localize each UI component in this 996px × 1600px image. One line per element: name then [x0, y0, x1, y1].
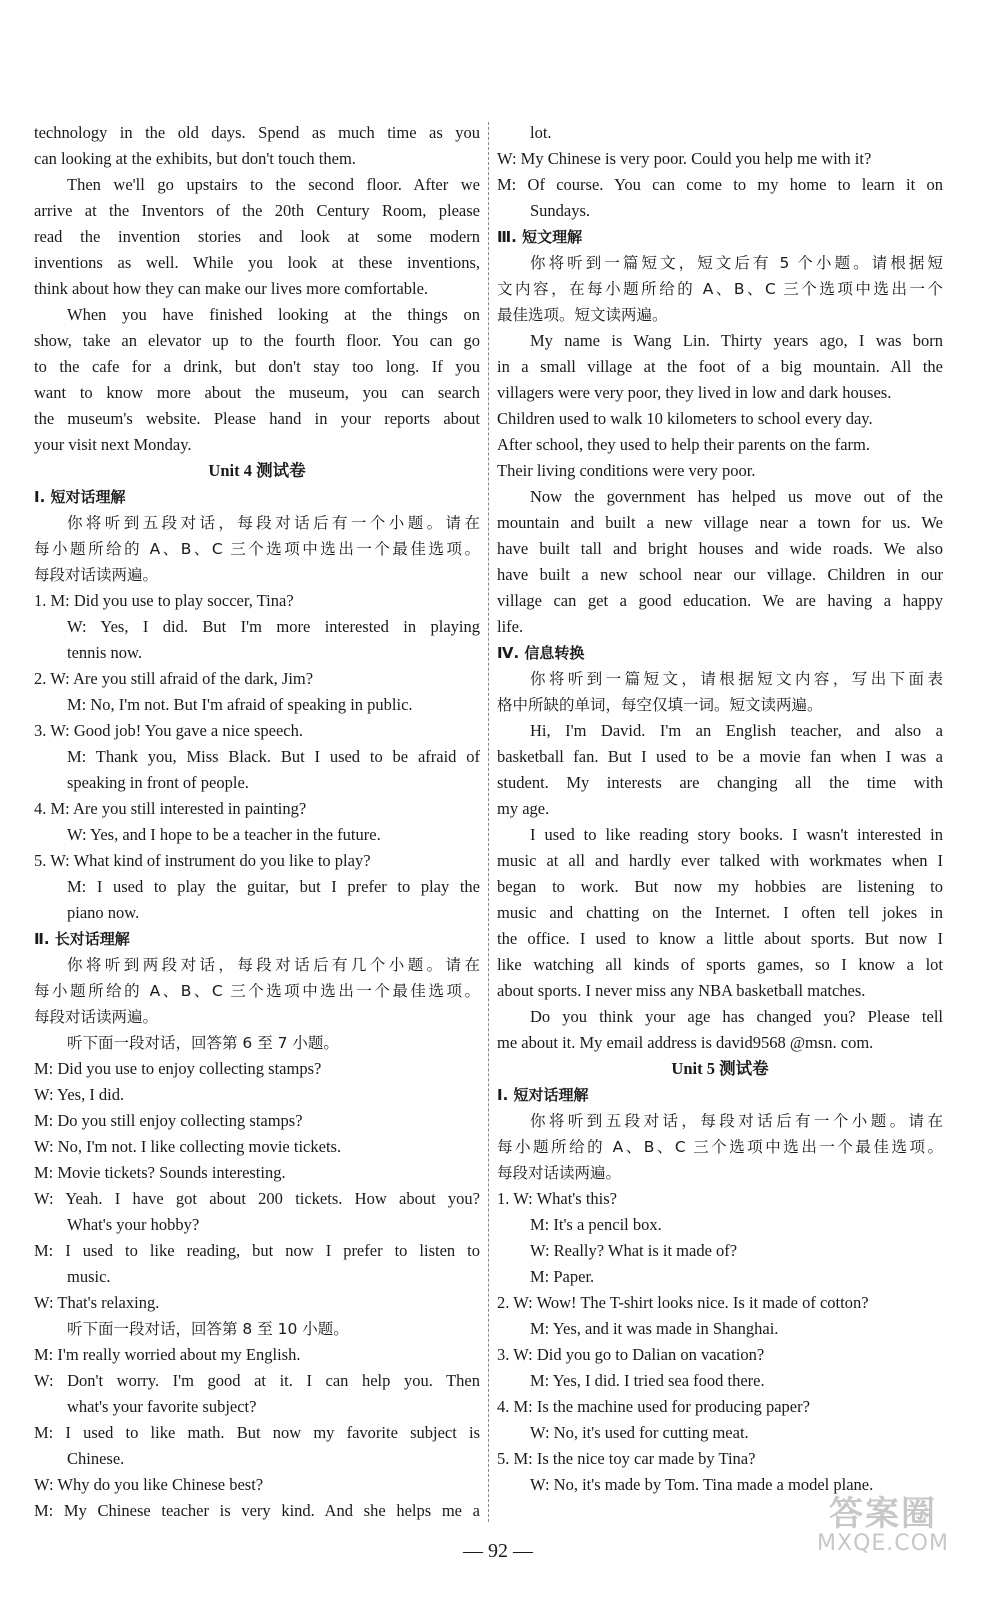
watermark-top: 答案圈	[829, 1494, 937, 1534]
right-column-line: 你将听到五段对话，每段对话后有一个小题。请在	[530, 1112, 943, 1130]
right-column-line: 1. W: What's this?	[497, 1189, 617, 1208]
right-column-line: W: No, it's made by Tom. Tina made a model plane.	[530, 1475, 874, 1494]
right-column-line: My name is Wang Lin. Thirty years ago, I was born	[530, 331, 943, 350]
right-column-line: 格中所缺的单词，每空仅填一词。短文读两遍。	[497, 696, 823, 714]
right-column-line: Ⅲ. 短文理解	[497, 228, 583, 246]
right-column-line: villagers were very poor, they lived in low and dark houses.	[497, 383, 892, 402]
right-column-line: lot.	[530, 123, 552, 142]
left-column-line: can looking at the exhibits, but don't touch them.	[34, 149, 356, 168]
left-column-line: your visit next Monday.	[34, 435, 192, 454]
left-column-line: W: Yes, and I hope to be a teacher in the future.	[67, 825, 381, 844]
right-column-line: M: Paper.	[530, 1267, 595, 1286]
left-column-line: M: Did you use to enjoy collecting stamps?	[34, 1059, 322, 1078]
right-column-line: 文内容，在每小题所给的 A、B、C 三个选项中选出一个	[497, 280, 943, 298]
right-column-line: Ⅰ. 短对话理解	[497, 1086, 589, 1104]
left-column-line: piano now.	[67, 903, 140, 922]
right-column-line: have built a new school near our village. Children in our	[497, 565, 943, 584]
right-column-line: Ⅳ. 信息转换	[497, 644, 585, 662]
left-column-line: think about how they can make our lives more comfortable.	[34, 279, 429, 298]
right-column-line: 你将听到一篇短文，短文后有 5 个小题。请根据短	[530, 254, 943, 272]
right-column-line: Sundays.	[530, 201, 591, 220]
left-column-line: tennis now.	[67, 643, 143, 662]
right-column-line: have built tall and bright houses and wide roads. We also	[497, 539, 943, 558]
right-column-line: 每小题所给的 A、B、C 三个选项中选出一个最佳选项。	[497, 1138, 943, 1156]
left-column-line: to the cafe for a drink, but don't stay too long. If you	[34, 357, 480, 376]
left-column-line: W: Yes, I did.	[34, 1085, 125, 1104]
right-column-line: M: Yes, I did. I tried sea food there.	[530, 1371, 765, 1390]
right-column-line: Do you think your age has changed you? Please tell	[530, 1007, 943, 1026]
right-column-line: music at all and hardly ever talked with workmates when I	[497, 851, 943, 870]
right-column-line: W: Really? What is it made of?	[530, 1241, 738, 1260]
left-column-line: 每小题所给的 A、B、C 三个选项中选出一个最佳选项。	[34, 540, 480, 558]
left-column-line: M: I used to play the guitar, but I prefer to play the	[67, 877, 480, 896]
right-column-line: me about it. My email address is david9568 @msn. com.	[497, 1033, 874, 1052]
left-column-line: When you have finished looking at the things on	[67, 305, 480, 324]
right-column-line: mountain and built a new village near a town for us. We	[497, 513, 943, 532]
left-column-line: the museum's website. Please hand in your reports about	[34, 409, 480, 428]
left-column-line: M: I'm really worried about my English.	[34, 1345, 301, 1364]
right-column-line: life.	[497, 617, 524, 636]
left-column-line: W: Why do you like Chinese best?	[34, 1475, 264, 1494]
left-column-line: technology in the old days. Spend as much time as you	[34, 123, 480, 142]
watermark-logo	[788, 1496, 978, 1560]
right-column-line: 每段对话读两遍。	[497, 1164, 622, 1182]
right-column-line: village can get a good education. We are having a happy	[497, 591, 943, 610]
left-column-line: 5. W: What kind of instrument do you like to play?	[34, 851, 371, 870]
left-column-line: 每段对话读两遍。	[34, 566, 159, 584]
page-number: — 92 —	[463, 1540, 533, 1562]
right-column-line: my age.	[497, 799, 550, 818]
right-column	[497, 120, 943, 1498]
right-column-line: W: My Chinese is very poor. Could you help me with it?	[497, 149, 872, 168]
left-column-line: M: Thank you, Miss Black. But I used to be afraid of	[67, 747, 480, 766]
left-column-line: M: No, I'm not. But I'm afraid of speaking in public.	[67, 695, 413, 714]
right-column-line: basketball fan. But I used to be a movie fan when I was a	[497, 747, 943, 766]
left-column-line: arrive at the Inventors of the 20th Century Room, please	[34, 201, 480, 220]
left-column-line: W: Yeah. I have got about 200 tickets. How about you?	[34, 1189, 480, 1208]
left-column-line: Unit 4 测试卷	[208, 461, 306, 480]
right-column-line: music and chatting on the Internet. I often tell jokes in	[497, 903, 943, 922]
right-column-line: Unit 5 测试卷	[671, 1059, 769, 1078]
right-column-line: about sports. I never miss any NBA basketball matches.	[497, 981, 866, 1000]
left-column-line: 你将听到两段对话，每段对话后有几个小题。请在	[67, 956, 480, 974]
left-column-line: 1. M: Did you use to play soccer, Tina?	[34, 591, 294, 610]
left-column-line: 4. M: Are you still interested in painting?	[34, 799, 307, 818]
left-column-line: Ⅱ. 长对话理解	[34, 930, 130, 948]
left-column	[34, 120, 480, 1524]
left-column-line: 你将听到五段对话，每段对话后有一个小题。请在	[67, 514, 480, 532]
left-column-line: W: Yes, I did. But I'm more interested in playing	[67, 617, 480, 636]
right-column-line: M: It's a pencil box.	[530, 1215, 662, 1234]
left-column-line: Ⅰ. 短对话理解	[34, 488, 126, 506]
left-column-line: speaking in front of people.	[67, 773, 249, 792]
left-column-line: what's your favorite subject?	[67, 1397, 257, 1416]
left-column-line: 每小题所给的 A、B、C 三个选项中选出一个最佳选项。	[34, 982, 480, 1000]
left-column-line: 2. W: Are you still afraid of the dark, Jim?	[34, 669, 314, 688]
left-column-line: M: Do you still enjoy collecting stamps?	[34, 1111, 303, 1130]
right-column-line: student. My interests are changing all the time with	[497, 773, 943, 792]
right-column-line: I used to like reading story books. I wasn't interested in	[530, 825, 943, 844]
left-column-line: M: I used to like reading, but now I prefer to listen to	[34, 1241, 480, 1260]
right-column-line: 4. M: Is the machine used for producing paper?	[497, 1397, 810, 1416]
right-column-line: 5. M: Is the nice toy car made by Tina?	[497, 1449, 756, 1468]
column-divider	[488, 122, 489, 1522]
right-column-line: 2. W: Wow! The T-shirt looks nice. Is it made of cotton?	[497, 1293, 869, 1312]
right-column-line: Hi, I'm David. I'm an English teacher, and also a	[530, 721, 943, 740]
left-column-line: want to know more about the museum, you can search	[34, 383, 480, 402]
right-column-line: 3. W: Did you go to Dalian on vacation?	[497, 1345, 765, 1364]
right-column-line: like watching all kinds of sports games, so I know a lot	[497, 955, 943, 974]
right-column-line: 最佳选项。短文读两遍。	[497, 306, 668, 324]
left-column-line: What's your hobby?	[67, 1215, 200, 1234]
left-column-line: inventions as well. While you look at these inventions,	[34, 253, 480, 272]
left-column-line: M: I used to like math. But now my favorite subject is	[34, 1423, 480, 1442]
right-column-line: 你将听到一篇短文，请根据短文内容，写出下面表	[530, 670, 943, 688]
right-column-line: the office. I used to know a little about sports. But now I	[497, 929, 943, 948]
right-column-line: Children used to walk 10 kilometers to school every day.	[497, 409, 873, 428]
left-column-line: W: No, I'm not. I like collecting movie tickets.	[34, 1137, 342, 1156]
right-column-line: M: Of course. You can come to my home to learn it on	[497, 175, 943, 194]
left-column-line: 3. W: Good job! You gave a nice speech.	[34, 721, 303, 740]
right-column-line: Now the government has helped us move out of the	[530, 487, 943, 506]
left-column-line: W: That's relaxing.	[34, 1293, 160, 1312]
right-column-line: Their living conditions were very poor.	[497, 461, 756, 480]
watermark-bottom: MXQE.COM	[817, 1531, 949, 1556]
right-column-line: M: Yes, and it was made in Shanghai.	[530, 1319, 779, 1338]
right-column-line: began to work. But now my hobbies are listening to	[497, 877, 943, 896]
left-column-line: 每段对话读两遍。	[34, 1008, 159, 1026]
left-column-line: Chinese.	[67, 1449, 125, 1468]
right-column-line: After school, they used to help their parents on the farm.	[497, 435, 870, 454]
left-column-line: W: Don't worry. I'm good at it. I can help you. Then	[34, 1371, 480, 1390]
left-column-line: read the invention stories and look at some modern	[34, 227, 480, 246]
left-column-line: 听下面一段对话，回答第 6 至 7 小题。	[67, 1034, 339, 1052]
right-column-line: W: No, it's used for cutting meat.	[530, 1423, 749, 1442]
left-column-line: M: Movie tickets? Sounds interesting.	[34, 1163, 286, 1182]
left-column-line: show, take an elevator up to the fourth floor. You can go	[34, 331, 480, 350]
left-column-line: music.	[67, 1267, 111, 1286]
left-column-line: Then we'll go upstairs to the second floor. After we	[67, 175, 480, 194]
left-column-line: M: My Chinese teacher is very kind. And she helps me a	[34, 1501, 480, 1520]
left-column-line: 听下面一段对话，回答第 8 至 10 小题。	[67, 1320, 349, 1338]
right-column-line: in a small village at the foot of a big mountain. All the	[497, 357, 943, 376]
